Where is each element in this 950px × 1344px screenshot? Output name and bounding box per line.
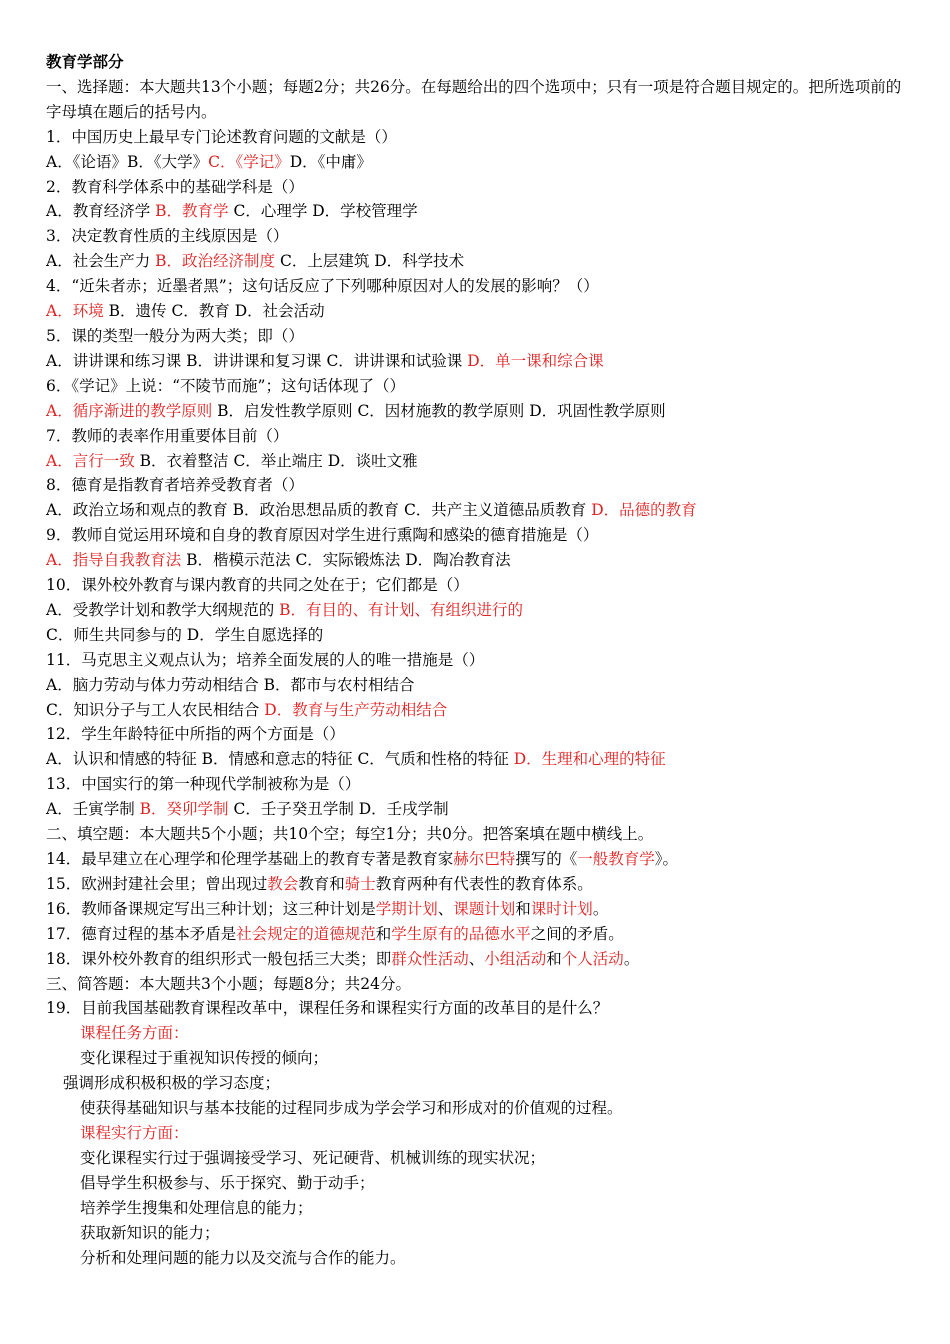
text-segment: 变化课程过于重视知识传授的倾向； xyxy=(80,1049,329,1068)
text-line xyxy=(46,897,910,922)
text-segment: 8．德育是指教育者培养受教育者（） xyxy=(46,476,304,495)
text-segment: A．教育经济学 xyxy=(46,202,156,221)
text-segment: A．政治立场和观点的教育 B．政治思想品质的教育 C．共产主义道德品质教育 xyxy=(46,501,592,520)
text-segment: 3．决定教育性质的主线原因是（） xyxy=(46,227,289,246)
answer-highlight: 社会规定的道德规范 xyxy=(236,924,376,943)
text-segment: 、 xyxy=(437,899,454,918)
answer-highlight: 赫尔巴特 xyxy=(453,850,516,868)
text-segment: A．受教学计划和教学大纲规范的 xyxy=(46,600,280,619)
answer-highlight: 学生原有的品德水平 xyxy=(391,924,531,943)
text-segment: 14．最早建立在心理学和伦理学基础上的教育专著是教育家 xyxy=(46,850,454,868)
text-segment: 使获得基础知识与基本技能的过程同步成为学会学习和形成对的价值观的过程。 xyxy=(80,1099,623,1118)
text-segment: 强调形成积极积极的学习态度； xyxy=(63,1074,281,1093)
text-line xyxy=(46,449,910,474)
text-segment: 16．教师备课规定写出三种计划；这三种计划是 xyxy=(46,899,376,918)
text-segment: B．楷模示范法 C．实际锻炼法 D．陶冶教育法 xyxy=(181,551,511,570)
text-segment: 。 xyxy=(623,949,640,968)
text-segment: 15．欧洲封建社会里；曾出现过 xyxy=(46,874,268,893)
text-line xyxy=(46,1146,910,1171)
answer-highlight: B．有目的、有计划、有组织进行的 xyxy=(279,600,524,619)
text-segment: 1．中国历史上最早专门论述教育问题的文献是（） xyxy=(46,127,397,146)
text-line xyxy=(46,125,910,150)
text-segment: 教育两种有代表性的教育体系。 xyxy=(375,874,593,893)
text-segment: 变化课程实行过于强调接受学习、死记硬背、机械训练的现实状况； xyxy=(80,1148,546,1167)
text-line xyxy=(46,1171,910,1196)
answer-highlight: A．言行一致 xyxy=(46,451,135,470)
text-line xyxy=(46,498,910,523)
text-segment: 三、简答题：本大题共3个小题；每题8分；共24分。 xyxy=(46,974,411,993)
answer-highlight: D．单一课和综合课 xyxy=(467,351,604,370)
text-segment: 之间的矛盾。 xyxy=(530,924,624,943)
text-line xyxy=(46,747,910,772)
text-segment: C．心理学 D．学校管理学 xyxy=(228,202,418,221)
text-line xyxy=(46,1046,910,1071)
text-line xyxy=(46,75,910,125)
text-segment: 7．教师的表率作用重要体目前（） xyxy=(46,426,289,445)
text-line xyxy=(46,1196,910,1221)
text-segment: 培养学生搜集和处理信息的能力； xyxy=(80,1198,313,1217)
text-segment: A．认识和情感的特征 B．情感和意志的特征 C．气质和性格的特征 xyxy=(46,750,514,769)
text-line xyxy=(46,698,910,723)
text-segment: 和 xyxy=(546,949,562,968)
text-line xyxy=(46,399,910,424)
text-segment: 和 xyxy=(375,924,392,943)
text-line xyxy=(46,822,910,847)
text-line xyxy=(46,947,910,972)
text-line xyxy=(46,847,910,872)
answer-highlight: B．教育学 xyxy=(155,202,229,221)
text-segment: 13．中国实行的第一种现代学制被称为是（） xyxy=(46,775,361,794)
answer-highlight: 一般教育学 xyxy=(577,850,655,868)
text-line xyxy=(46,473,910,498)
text-segment: 18．课外校外教育的组织形式一般包括三大类；即 xyxy=(46,949,392,968)
text-line xyxy=(46,548,910,573)
answer-highlight: 教会 xyxy=(267,874,299,893)
text-segment: 4．“近朱者赤；近墨者黑”；这句话反应了下列哪种原因对人的发展的影响？（） xyxy=(46,277,599,296)
text-segment: 12．学生年龄特征中所指的两个方面是（） xyxy=(46,725,345,744)
text-line xyxy=(46,523,910,548)
text-segment: A．讲讲课和练习课 B．讲讲课和复习课 C．讲讲课和试验课 xyxy=(46,351,468,370)
text-segment: 教育和 xyxy=(298,874,345,893)
text-line xyxy=(46,623,910,648)
answer-highlight: 骑士 xyxy=(344,874,376,893)
text-segment: 9．教师自觉运用环境和自身的教育原因对学生进行熏陶和感染的德育措施是（） xyxy=(46,526,599,545)
answer-highlight: 小组活动 xyxy=(484,949,547,968)
text-segment: A．壬寅学制 xyxy=(46,800,140,819)
text-segment: 6．《学记》上说：“不陵节而施”；这句话体现了（） xyxy=(46,376,405,395)
text-segment: C．上层建筑 D．科学技术 xyxy=(275,252,465,271)
text-segment: A．脑力劳动与体力劳动相结合 B．都市与农村相结合 xyxy=(46,675,415,694)
text-segment: 10．课外校外教育与课内教育的共同之处在于；它们都是（） xyxy=(46,576,469,595)
text-line xyxy=(46,199,910,224)
text-line xyxy=(46,996,910,1021)
answer-highlight: A．指导自我教育法 xyxy=(46,551,182,570)
answer-highlight: B．政治经济制度 xyxy=(155,252,276,271)
text-line xyxy=(46,972,910,997)
text-line xyxy=(46,274,910,299)
text-line xyxy=(46,324,910,349)
text-line xyxy=(46,299,910,324)
answer-highlight: D．生理和心理的特征 xyxy=(513,750,666,769)
text-line xyxy=(46,374,910,399)
document-body xyxy=(46,75,910,1271)
answer-highlight: B．癸卯学制 xyxy=(139,800,229,819)
text-line xyxy=(46,772,910,797)
text-line xyxy=(46,175,910,200)
text-line xyxy=(46,1121,910,1146)
text-segment: D．《中庸》 xyxy=(289,152,372,171)
text-segment: 11．马克思主义观点认为；培养全面发展的人的唯一措施是（） xyxy=(46,650,485,669)
text-segment: C．师生共同参与的 D．学生自愿选择的 xyxy=(46,625,324,644)
text-line xyxy=(46,1071,910,1096)
text-line xyxy=(46,349,910,374)
text-segment: A．社会生产力 xyxy=(46,252,156,271)
text-segment: 19．目前我国基础教育课程改革中，课程任务和课程实行方面的改革目的是什么？ xyxy=(46,999,609,1018)
text-line xyxy=(46,150,910,175)
text-segment: B．遗传 C．教育 D．社会活动 xyxy=(103,302,325,321)
text-segment: 》。 xyxy=(654,850,679,868)
text-line xyxy=(46,573,910,598)
text-segment: 5．课的类型一般分为两大类；即（） xyxy=(46,326,304,345)
text-segment: 一、选择题：本大题共13个小题；每题2分；共26分。在每题给出的四个选项中；只有一项是符合题目规定的。把所选项前的字母填在题后的括号内。 xyxy=(46,77,902,121)
text-line xyxy=(46,922,910,947)
text-segment: B．衣着整洁 C．举止端庄 D．谈吐文雅 xyxy=(134,451,418,470)
text-segment: 。 xyxy=(592,899,609,918)
answer-highlight: 课程实行方面： xyxy=(80,1123,189,1142)
text-segment: 撰写的《 xyxy=(515,850,578,868)
answer-highlight: D．教育与生产劳动相结合 xyxy=(264,700,448,719)
text-segment: C．壬子癸丑学制 D．壬戌学制 xyxy=(228,800,449,819)
text-segment: C．知识分子与工人农民相结合 xyxy=(46,700,265,719)
section-title: 教育学部分 xyxy=(46,52,124,71)
text-line xyxy=(46,249,910,274)
text-line xyxy=(46,1021,910,1046)
answer-highlight: A．循序渐进的教学原则 xyxy=(46,401,213,420)
text-segment: 倡导学生积极参与、乐于探究、勤于动手； xyxy=(80,1173,375,1192)
text-segment: 和 xyxy=(515,899,531,918)
answer-highlight: 群众性活动 xyxy=(391,949,469,968)
text-line xyxy=(46,1221,910,1246)
text-segment: 、 xyxy=(468,949,485,968)
text-line xyxy=(46,872,910,897)
answer-highlight: 个人活动 xyxy=(561,949,624,968)
text-line xyxy=(46,424,910,449)
text-segment: 2．教育科学体系中的基础学科是（） xyxy=(46,177,304,196)
text-segment: A．《论语》B．《大学》 xyxy=(46,152,209,171)
text-segment: B．启发性教学原则 C．因材施教的教学原则 D．巩固性教学原则 xyxy=(212,401,666,420)
text-segment: 17．德育过程的基本矛盾是 xyxy=(46,924,237,943)
answer-highlight: 学期计划 xyxy=(375,899,438,918)
text-line xyxy=(46,1096,910,1121)
text-line xyxy=(46,797,910,822)
text-line xyxy=(46,648,910,673)
answer-highlight: 课时计划 xyxy=(530,899,593,918)
text-segment: 获取新知识的能力； xyxy=(80,1223,220,1242)
text-line xyxy=(46,224,910,249)
text-segment: 分析和处理问题的能力以及交流与合作的能力。 xyxy=(80,1248,406,1267)
text-line xyxy=(46,722,910,747)
answer-highlight: 课题计划 xyxy=(453,899,516,918)
answer-highlight: C．《学记》 xyxy=(208,152,290,171)
text-segment: 二、填空题：本大题共5个小题；共10个空；每空1分；共0分。把答案填在题中横线上。 xyxy=(46,825,654,844)
text-line xyxy=(46,1246,910,1271)
answer-highlight: D．品德的教育 xyxy=(591,501,697,520)
answer-highlight: 课程任务方面： xyxy=(80,1024,189,1043)
text-line xyxy=(46,673,910,698)
text-line xyxy=(46,598,910,623)
answer-highlight: A．环境 xyxy=(46,302,104,321)
